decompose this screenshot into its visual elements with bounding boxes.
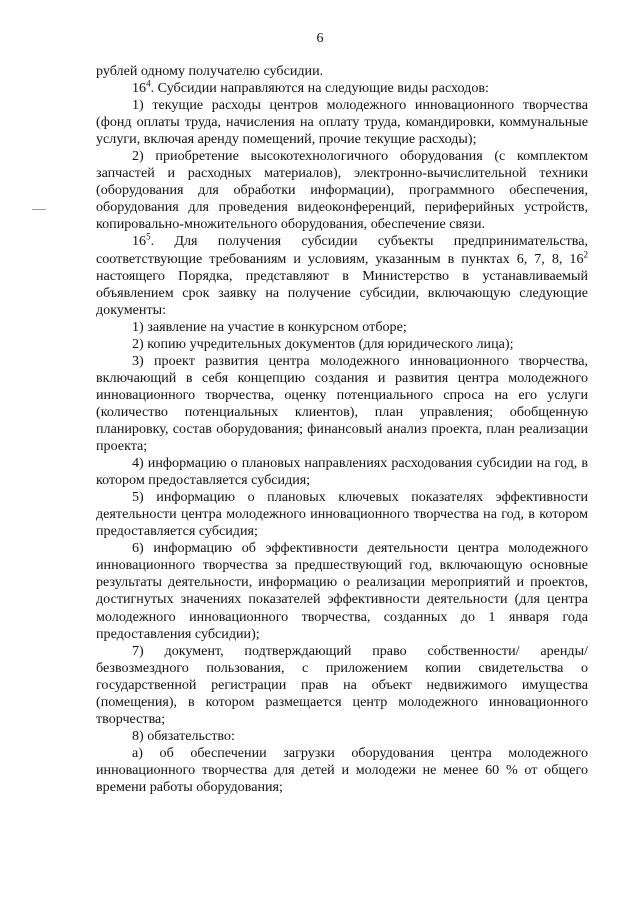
paragraph-text: 2) приобретение высокотехнологичного оборудования (с комплектом запчастей и расходных материалов), электронно-вычислительной техники (оборудования для обработки информации), программного обеспечения, оборудования для проведения видеоконференций, периферийных устройств, копировально-множительного оборудования, обеспечение связи. xyxy=(96,148,588,233)
paragraph-text: 3) проект развития центра молодежного инновационного творчества, включающий в себя концепцию создания и развития центра молодежного инновационного творчества, оценку потенциального спроса на его услуги (количество потенциальных клиентов), план управления; обобщенную планировку, состав оборудования; финансовый анализ проекта, план реализации проекта; xyxy=(96,352,588,455)
paragraph-item-1 xyxy=(96,97,588,148)
margin-mark xyxy=(32,209,46,210)
clause-number: 16 xyxy=(132,233,147,250)
document-item-6 xyxy=(96,540,588,642)
obligation-item-a xyxy=(96,745,588,796)
document-item-5 xyxy=(96,489,588,540)
paragraph-16-5 xyxy=(96,233,588,318)
paragraph-1 xyxy=(96,63,588,80)
paragraph-text: 5) информацию о плановых ключевых показателях эффективности деятельности центра молодежного инновационного творчества на год, в котором предоставляется субсидия; xyxy=(96,489,588,540)
clause-number: 16 xyxy=(132,80,147,97)
document-item-8 xyxy=(96,728,588,745)
clause-superscript: 4 xyxy=(146,78,151,89)
clause-superscript: 5 xyxy=(146,231,151,242)
document-item-4 xyxy=(96,455,588,489)
paragraph-text: 1) заявление на участие в конкурсном отборе; xyxy=(132,318,407,335)
paragraph-text: а) об обеспечении загрузки оборудования центра молодежного инновационного творчества для детей и молодежи не менее 60 % от общего времени работы оборудования; xyxy=(96,744,588,795)
document-item-1 xyxy=(96,319,588,336)
paragraph-text: . Субсидии направляются на следующие виды расходов: xyxy=(150,80,489,97)
reference-superscript: 2 xyxy=(583,248,588,259)
paragraph-text: настоящего Порядка, представляют в Министерство в устанавливаемый объявлением срок заявку на получение субсидии, включающую следующие документы: xyxy=(96,267,588,318)
paragraph-text: 1) текущие расходы центров молодежного инновационного творчества (фонд оплаты труда, начисления на оплату труда, командировки, коммунальные услуги, включая аренду помещений, прочие текущие расходы); xyxy=(96,97,588,148)
document-item-7 xyxy=(96,643,588,728)
paragraph-item-2 xyxy=(96,148,588,233)
paragraph-text: рублей одному получателю субсидии. xyxy=(96,63,324,79)
document-item-2 xyxy=(96,336,588,353)
paragraph-text: . Для получения субсидии субъекты предпринимательства, соответствующие требованиям и условиям, указанным в пунктах 6, 7, 8, 16 xyxy=(96,233,588,267)
paragraph-text: 6) информацию об эффективности деятельности центра молодежного инновационного творчества за предшествующий год, включающую основные результаты деятельности, информацию о реализации мероприятий и проектов, достигнутых значениях показателей эффективности деятельности (для центра молодежного инновационного творчества, созданных до 1 января года предоставления субсидии); xyxy=(96,540,588,642)
page-number: 6 xyxy=(316,31,324,46)
paragraph-text: 2) копию учредительных документов (для юридического лица); xyxy=(132,335,514,352)
paragraph-text: 8) обязательство: xyxy=(132,727,235,744)
document-body xyxy=(96,63,588,796)
paragraph-text: 7) документ, подтверждающий право собственности/ аренды/безвозмездного пользования, с приложением копии свидетельства о государственной регистрации прав на объект недвижимого имущества (помещения), в котором размещается центр молодежного инновационного творчества; xyxy=(96,642,588,727)
paragraph-16-4 xyxy=(96,80,588,97)
paragraph-text: 4) информацию о плановых направлениях расходования субсидии на год, в котором предоставляется субсидия; xyxy=(96,455,588,489)
document-item-3 xyxy=(96,353,588,455)
